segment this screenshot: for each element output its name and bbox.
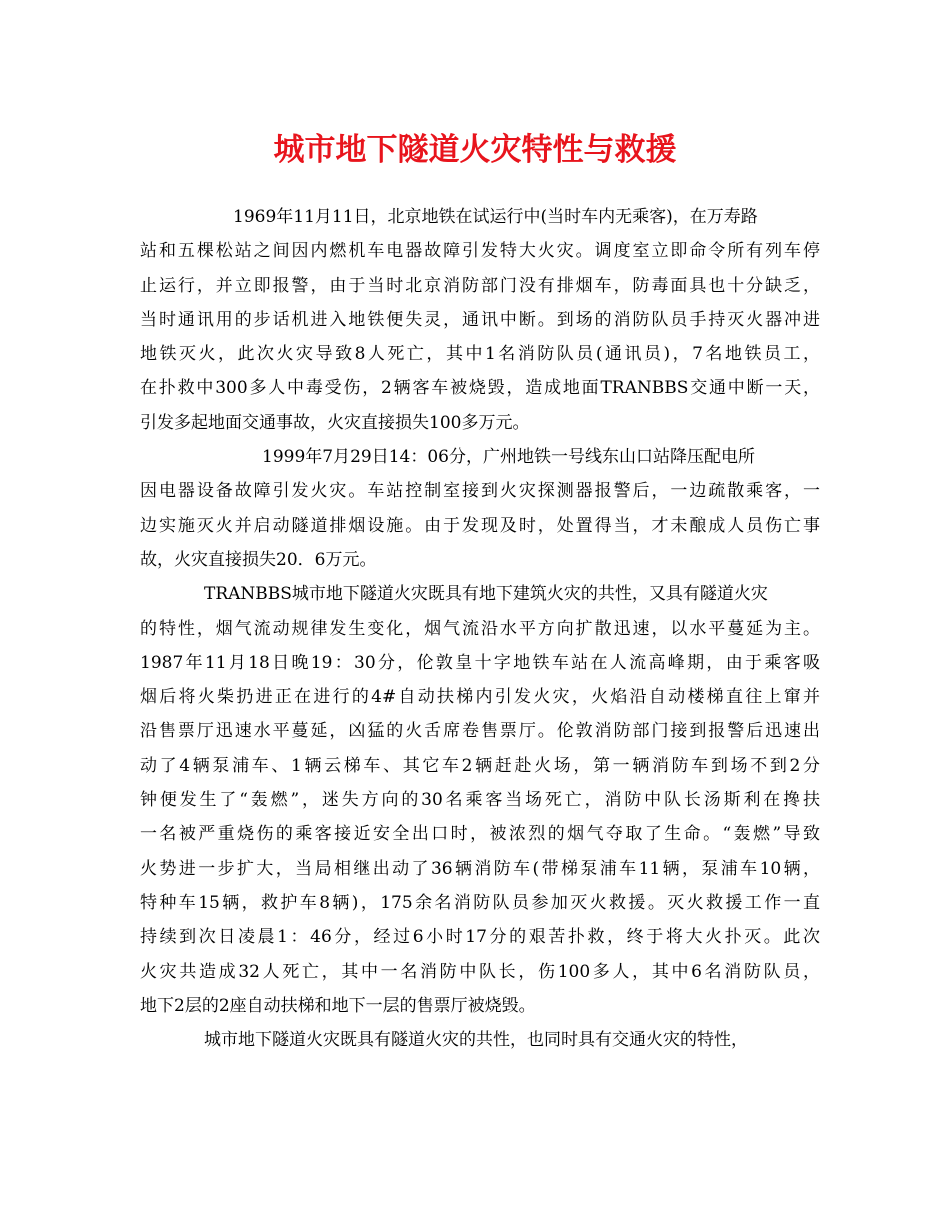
paragraph-line: 1969年11月11日，北京地铁在试运行中(当时车内无乘客)，在万寿路: [233, 207, 758, 227]
paragraph-line: 特种车15辆，救护车8辆)，175余名消防队员参加灭火救援。灭火救援工作一直: [140, 892, 820, 913]
page-title: 城市地下隧道火灾特性与救援: [273, 132, 677, 168]
paragraph-line: 沿售票厅迅速水平蔓延，凶猛的火舌席卷售票厅。伦敦消防部门接到报警后迅速出: [140, 721, 820, 742]
paragraph-line: TRANBBS城市地下隧道火灾既具有地下建筑火灾的共性，又具有隧道火灾: [204, 584, 768, 605]
paragraph-line: 火势进一步扩大，当局相继出动了36辆消防车(带梯泵浦车11辆，泵浦车10辆，: [140, 858, 820, 879]
paragraph-line: 地下2层的2座自动扶梯和地下一层的售票厅被烧毁。: [140, 995, 536, 1016]
paragraph-line: 1999年7月29日14：06分，广州地铁一号线东山口站降压配电所: [262, 447, 755, 468]
paragraph-line: 烟后将火柴扔进正在进行的4#自动扶梯内引发火灾，火焰沿自动楼梯直往上窜并: [140, 687, 820, 708]
paragraph-line: 边实施灭火并启动隧道排烟设施。由于发现及时，处置得当，才未酿成人员伤亡事: [140, 515, 820, 536]
paragraph-line: 钟便发生了“轰燃”，迷失方向的30名乘客当场死亡，消防中队长汤斯利在搀扶: [140, 790, 820, 811]
paragraph-line: 引发多起地面交通事故，火灾直接损失100多万元。: [140, 412, 530, 433]
document-body: [140, 200, 820, 1057]
paragraph-line: 因电器设备故障引发火灾。车站控制室接到火灾探测器报警后，一边疏散乘客，一: [140, 481, 820, 502]
paragraph-line: 动了4辆泵浦车、1辆云梯车、其它车2辆赶赴火场，第一辆消防车到场不到2分: [140, 755, 820, 776]
paragraph-line: 当时通讯用的步话机进入地铁便失灵，通讯中断。到场的消防队员手持灭火器冲进: [140, 309, 820, 330]
paragraph-line: 1987年11月18日晚19：30分，伦敦皇十字地铁车站在人流高峰期，由于乘客吸: [140, 652, 820, 673]
paragraph-line: 的特性，烟气流动规律发生变化，烟气流沿水平方向扩散迅速，以水平蔓延为主。: [140, 618, 820, 639]
paragraph-line: 火灾共造成32人死亡，其中一名消防中队长，伤100多人，其中6名消防队员，: [140, 961, 820, 982]
paragraph-line: 持续到次日凌晨1：46分，经过6小时17分的艰苦扑救，终于将大火扑灭。此次: [140, 927, 820, 948]
paragraph-line: 故，火灾直接损失20．6万元。: [140, 549, 377, 570]
paragraph-line: 站和五棵松站之间因内燃机车电器故障引发特大火灾。调度室立即命令所有列车停: [140, 241, 820, 262]
paragraph-line: 城市地下隧道火灾既具有隧道火灾的共性，也同时具有交通火灾的特性，: [204, 1030, 748, 1051]
paragraph-line: 一名被严重烧伤的乘客接近安全出口时，被浓烈的烟气夺取了生命。“轰燃”导致: [140, 824, 820, 845]
paragraph-line: 在扑救中300多人中毒受伤，2辆客车被烧毁，造成地面TRANBBS交通中断一天，: [140, 378, 820, 399]
paragraph-line: 地铁灭火，此次火灾导致8人死亡，其中1名消防队员(通讯员)，7名地铁员工，: [140, 344, 820, 365]
paragraph-line: 止运行，并立即报警，由于当时北京消防部门没有排烟车，防毒面具也十分缺乏，: [140, 275, 820, 296]
